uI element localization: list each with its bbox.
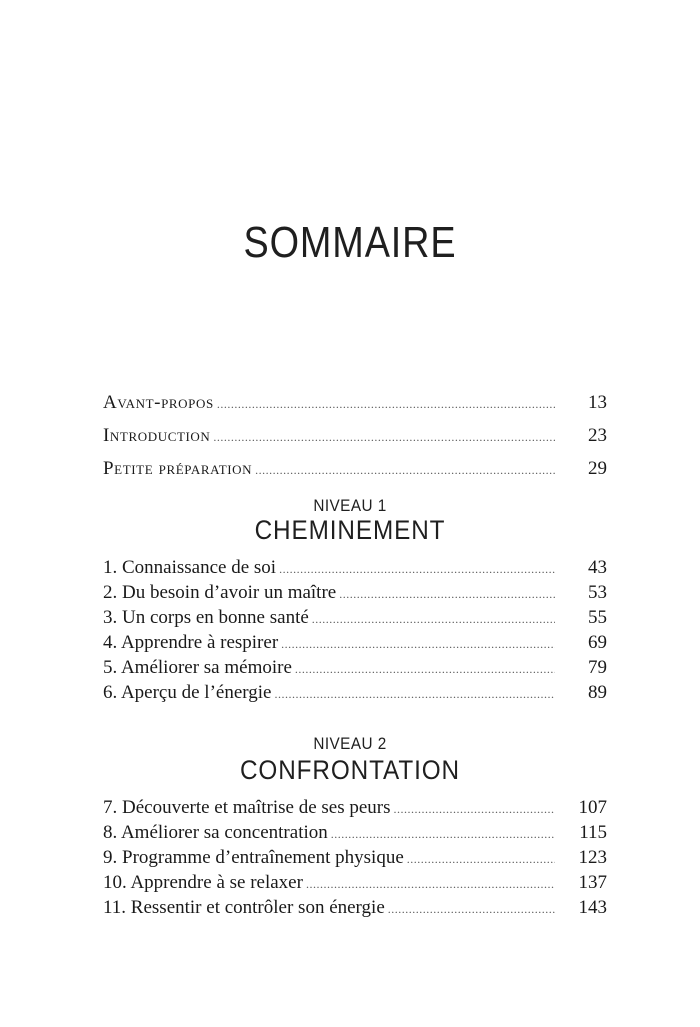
dot-leader bbox=[306, 872, 555, 897]
toc-entry-page: 53 bbox=[588, 582, 607, 603]
toc-entry-page: 55 bbox=[588, 607, 607, 628]
dot-leader bbox=[279, 557, 555, 582]
toc-entry-page: 89 bbox=[588, 682, 607, 703]
toc-entry-page: 107 bbox=[578, 797, 607, 818]
toc-entry-chapter-5[interactable] bbox=[103, 655, 607, 680]
toc-entry-label: 3. Un corps en bonne santé bbox=[103, 607, 309, 628]
dot-leader bbox=[281, 632, 555, 657]
toc-entry-page: 43 bbox=[588, 557, 607, 578]
toc-entry-label: Avant-propos bbox=[103, 392, 214, 413]
level-2-chapter-list bbox=[103, 795, 607, 920]
toc-entry-page: 79 bbox=[588, 657, 607, 678]
dot-leader bbox=[255, 454, 555, 487]
toc-entry-label: 1. Connaissance de soi bbox=[103, 557, 277, 578]
toc-entry-label: 10. Apprendre à se relaxer bbox=[103, 872, 303, 893]
toc-entry-chapter-8[interactable] bbox=[103, 820, 607, 845]
toc-entry-label: 8. Améliorer sa concentration bbox=[103, 822, 328, 843]
toc-entry-avant-propos[interactable] bbox=[103, 386, 607, 419]
page-title: SOMMAIRE bbox=[243, 218, 457, 267]
toc-entry-page: 123 bbox=[578, 847, 607, 868]
toc-entry-label: Introduction bbox=[103, 425, 211, 446]
dot-leader bbox=[331, 822, 555, 847]
level-2-name: CONFRONTATION bbox=[239, 755, 461, 785]
toc-entry-page: 13 bbox=[588, 392, 607, 413]
toc-entry-label: 11. Ressentir et contrôler son énergie bbox=[103, 897, 385, 918]
toc-entry-page: 143 bbox=[578, 897, 607, 918]
toc-entry-page: 23 bbox=[588, 425, 607, 446]
dot-leader bbox=[407, 847, 555, 872]
front-matter-list bbox=[103, 386, 607, 485]
toc-entry-chapter-10[interactable] bbox=[103, 870, 607, 895]
toc-entry-chapter-9[interactable] bbox=[103, 845, 607, 870]
toc-entry-chapter-7[interactable] bbox=[103, 795, 607, 820]
toc-entry-chapter-6[interactable] bbox=[103, 680, 607, 705]
dot-leader bbox=[388, 897, 555, 922]
toc-entry-introduction[interactable] bbox=[103, 419, 607, 452]
dot-leader bbox=[274, 682, 555, 707]
toc-entry-page: 115 bbox=[579, 822, 607, 843]
toc-entry-label: 4. Apprendre à respirer bbox=[103, 632, 279, 653]
toc-entry-chapter-1[interactable] bbox=[103, 555, 607, 580]
toc-entry-label: Petite préparation bbox=[103, 458, 253, 479]
toc-entry-page: 29 bbox=[588, 458, 607, 479]
toc-entry-petite-preparation[interactable] bbox=[103, 452, 607, 485]
dot-leader bbox=[339, 582, 555, 607]
dot-leader bbox=[217, 388, 555, 421]
level-1-chapter-list bbox=[103, 555, 607, 705]
dot-leader bbox=[213, 421, 555, 454]
toc-entry-page: 137 bbox=[578, 872, 607, 893]
dot-leader bbox=[295, 657, 555, 682]
dot-leader bbox=[394, 797, 555, 822]
level-1-name: CHEMINEMENT bbox=[254, 515, 446, 545]
toc-entry-label: 5. Améliorer sa mémoire bbox=[103, 657, 292, 678]
toc-entry-chapter-4[interactable] bbox=[103, 630, 607, 655]
dot-leader bbox=[312, 607, 555, 632]
toc-entry-page: 69 bbox=[588, 632, 607, 653]
toc-entry-label: 6. Aperçu de l’énergie bbox=[103, 682, 272, 703]
toc-entry-chapter-11[interactable] bbox=[103, 895, 607, 920]
toc-entry-chapter-2[interactable] bbox=[103, 580, 607, 605]
toc-entry-label: 2. Du besoin d’avoir un maître bbox=[103, 582, 337, 603]
toc-entry-label: 9. Programme d’entraînement physique bbox=[103, 847, 404, 868]
level-1-number: NIVEAU 1 bbox=[313, 496, 387, 515]
level-2-number: NIVEAU 2 bbox=[313, 734, 387, 753]
toc-entry-chapter-3[interactable] bbox=[103, 605, 607, 630]
toc-entry-label: 7. Découverte et maîtrise de ses peurs bbox=[103, 797, 391, 818]
